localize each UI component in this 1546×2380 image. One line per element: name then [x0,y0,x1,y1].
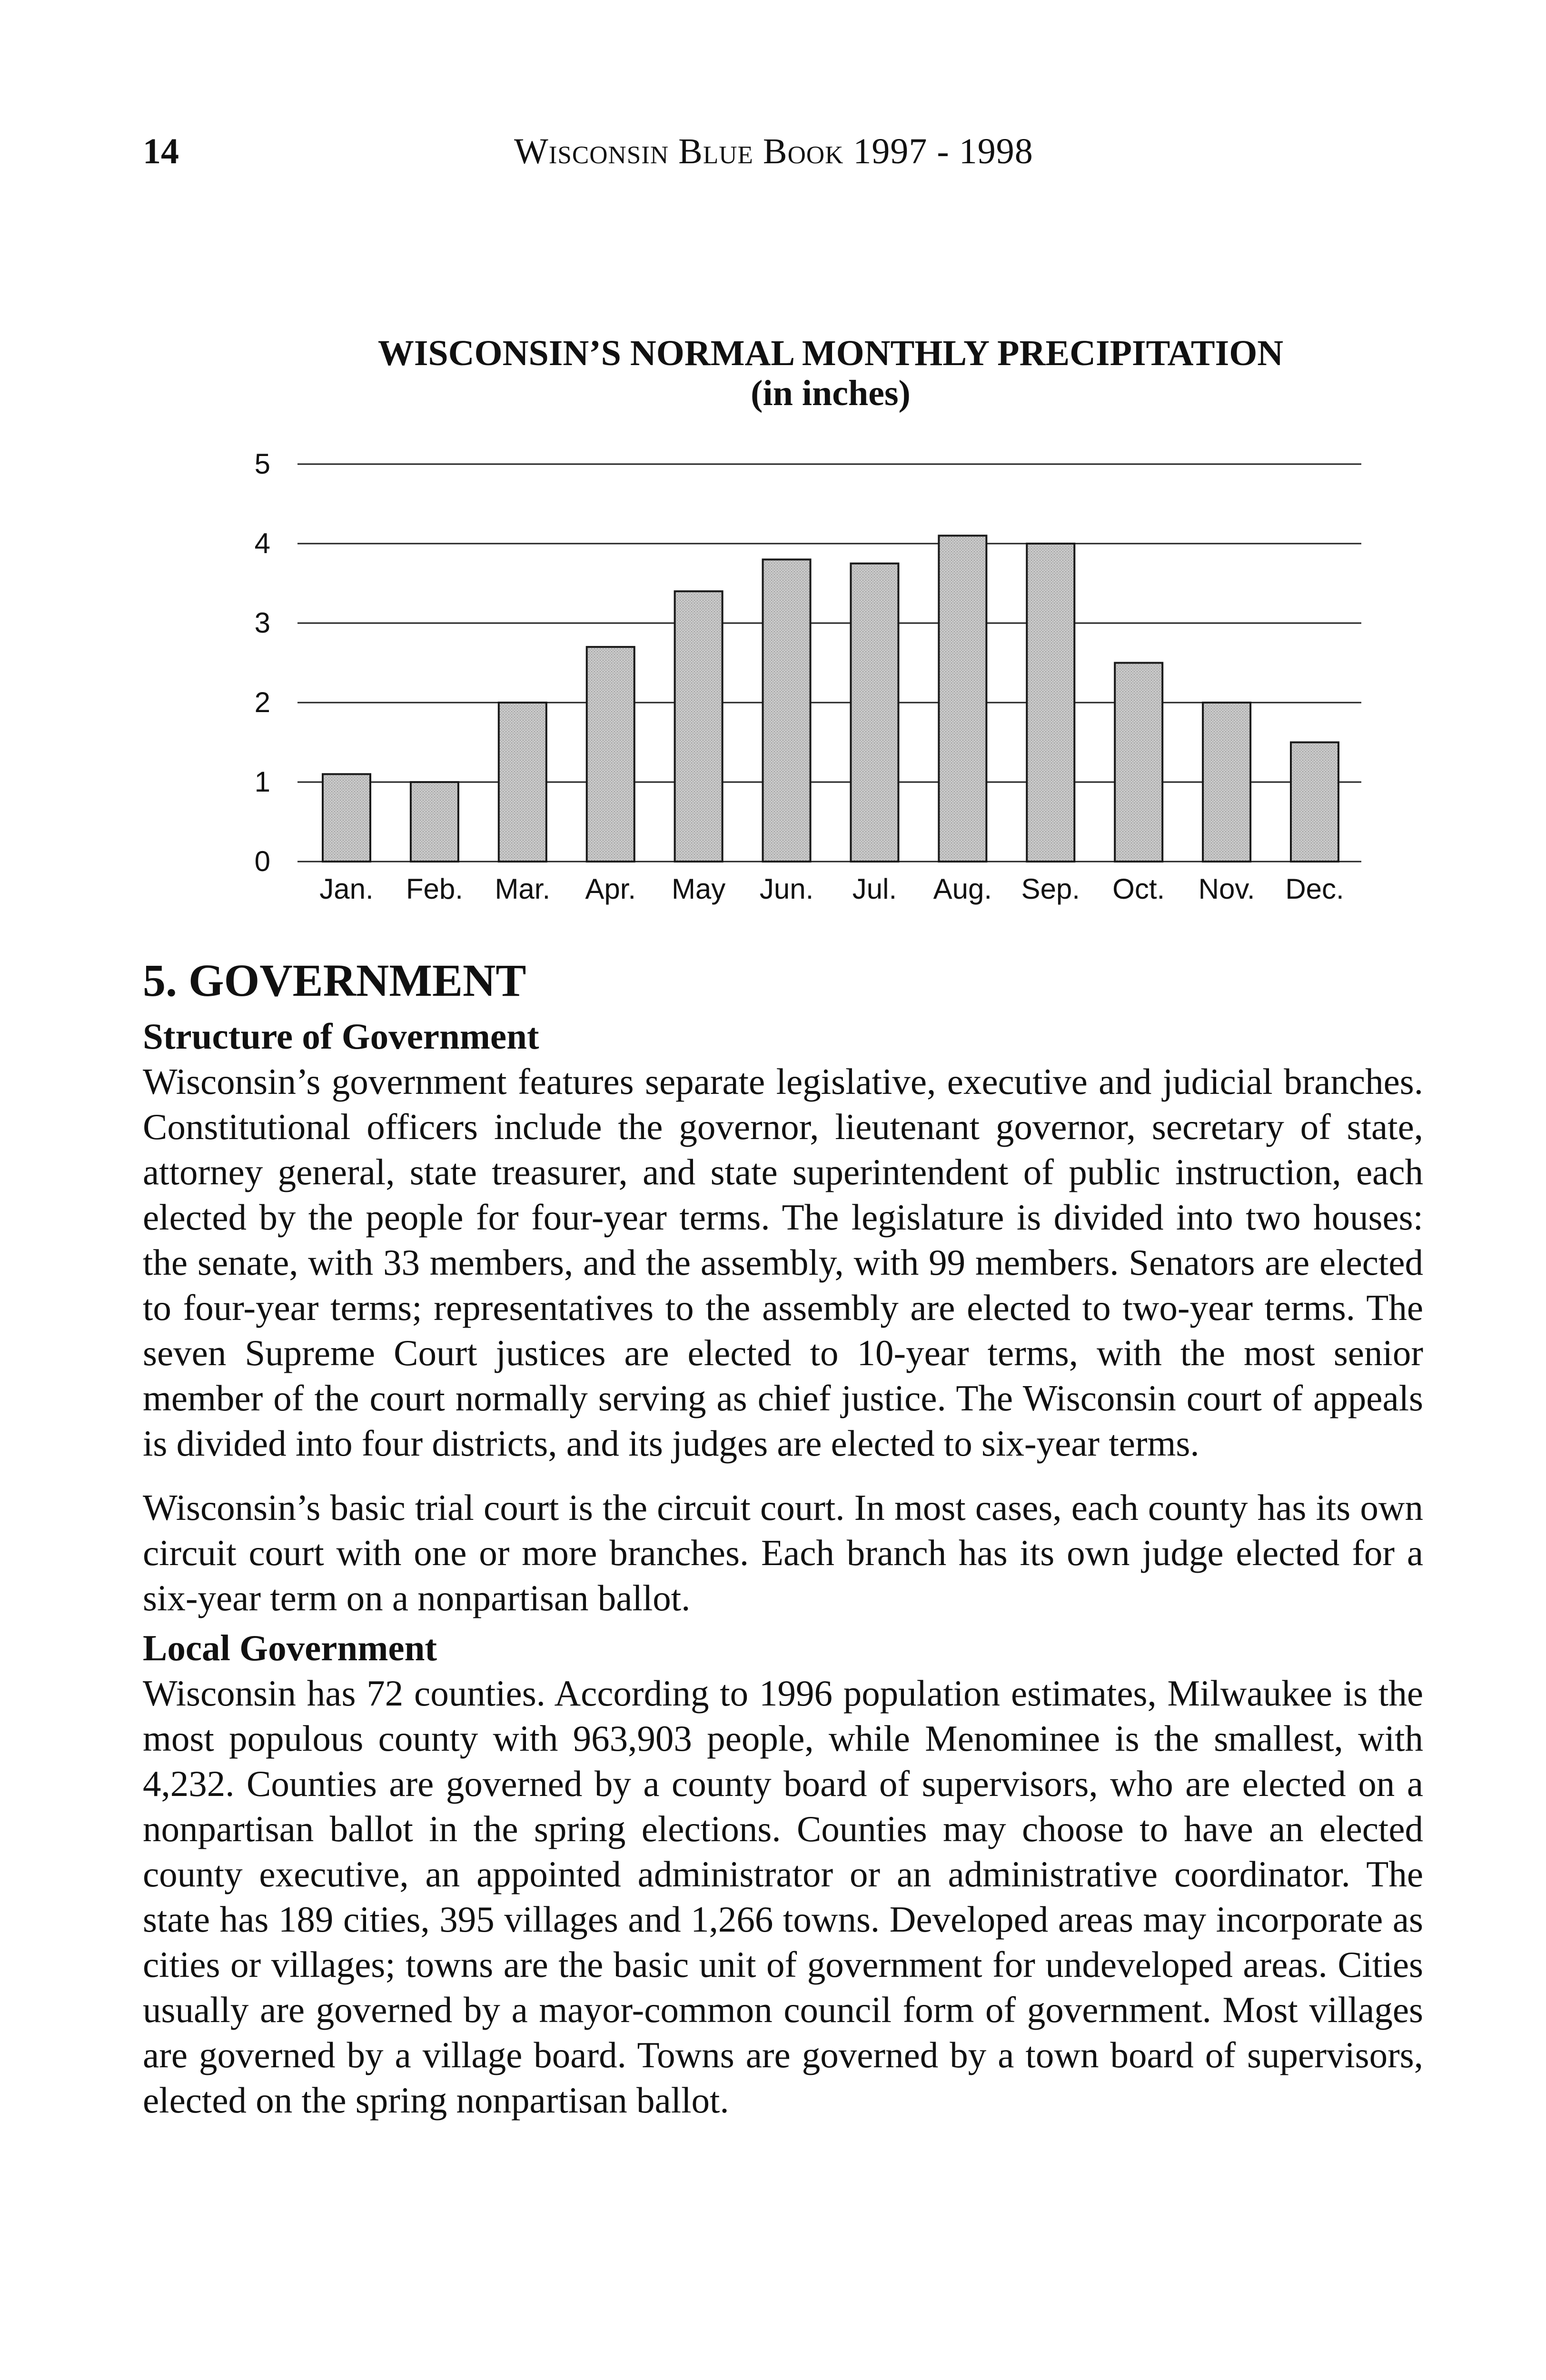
x-tick-label-sep: Sep. [1021,873,1080,905]
chart-subtitle: (in inches) [751,373,911,413]
precipitation-chart [0,0,1546,933]
y-tick-label-3: 3 [254,607,270,639]
bar-jan [323,774,370,862]
x-tick-label-oct: Oct. [1112,873,1165,905]
bar-may [675,591,723,862]
x-tick-label-aug: Aug. [933,873,992,905]
bar-dec [1291,743,1338,862]
paragraph-circuit-court: Wisconsin’s basic trial court is the circuit court. In most cases, each county has its own circuit court with one or more branches. Each branch has its own judge elected for a six-year term on a nonpartisan ballot. [143,1487,1423,1618]
x-tick-label-dec: Dec. [1285,873,1344,905]
x-tick-label-jun: Jun. [759,873,814,905]
y-tick-label-0: 0 [254,845,270,877]
x-tick-label-nov: Nov. [1198,873,1255,905]
x-tick-label-apr: Apr. [585,873,636,905]
bar-aug [939,536,986,862]
y-tick-label-1: 1 [254,766,270,798]
running-head: Wisconsin Blue Book 1997 - 1998 [514,131,1033,171]
x-tick-label-may: May [671,873,726,905]
bar-mar [499,703,546,862]
bar-jun [763,559,811,862]
article-body [143,952,1423,2142]
y-tick-label-2: 2 [254,686,270,718]
y-tick-label-4: 4 [254,527,270,559]
bar-oct [1115,663,1162,862]
bar-feb [411,782,458,862]
paragraph-structure: Wisconsin’s government features separate legislative, executive and judicial branches. Constitutional officers include the governor, lieutenant governor, secretary of state, attorney general, state treasurer, and state superintendent of public instruction, each elected by the people for four-year terms. The legislature is divided into two houses: the senate, with 33 members, and the assembly, with 99 members. Senators are elected to four-year terms; representatives to the assembly are elected to two-year terms. The seven Supreme Court justices are elected to 10-year terms, with the most senior member of the court normally serving as chief justice. The Wisconsin court of appeals is divided into four districts, and its judges are elected to six-year terms. [143,1061,1423,1464]
paragraph-local-government: Wisconsin has 72 counties. According to 1996 population estimates, Milwaukee is the most populous county with 963,903 people, while Menominee is the smallest, with 4,232. Counties are governed by a county board of supervisors, who are elected on a nonpartisan ballot in the spring elections. Counties may choose to have an elected county executive, an appointed administrator or an administrative coordinator. The state has 189 cities, 395 villages and 1,266 towns. Developed areas may incorporate as cities or villages; towns are the basic unit of government for undeveloped areas. Cities usually are governed by a mayor-common council form of government. Most villages are governed by a village board. Towns are governed by a town board of supervisors, elected on the spring nonpartisan ballot. [143,1673,1423,2121]
bar-nov [1203,703,1250,862]
section-title: 5. GOVERNMENT [143,955,526,1006]
x-tick-label-jul: Jul. [852,873,897,905]
chart-title: WISCONSIN’S NORMAL MONTHLY PRECIPITATION [377,333,1284,373]
subhead-structure-of-government: Structure of Government [143,1016,539,1057]
subhead-local-government: Local Government [143,1627,437,1668]
y-tick-label-5: 5 [254,448,270,480]
bar-jul [851,564,898,862]
x-tick-label-mar: Mar. [495,873,551,905]
x-tick-label-jan: Jan. [319,873,374,905]
x-tick-label-feb: Feb. [406,873,463,905]
bar-apr [587,647,634,862]
page-number: 14 [143,131,179,171]
bar-sep [1027,544,1074,862]
